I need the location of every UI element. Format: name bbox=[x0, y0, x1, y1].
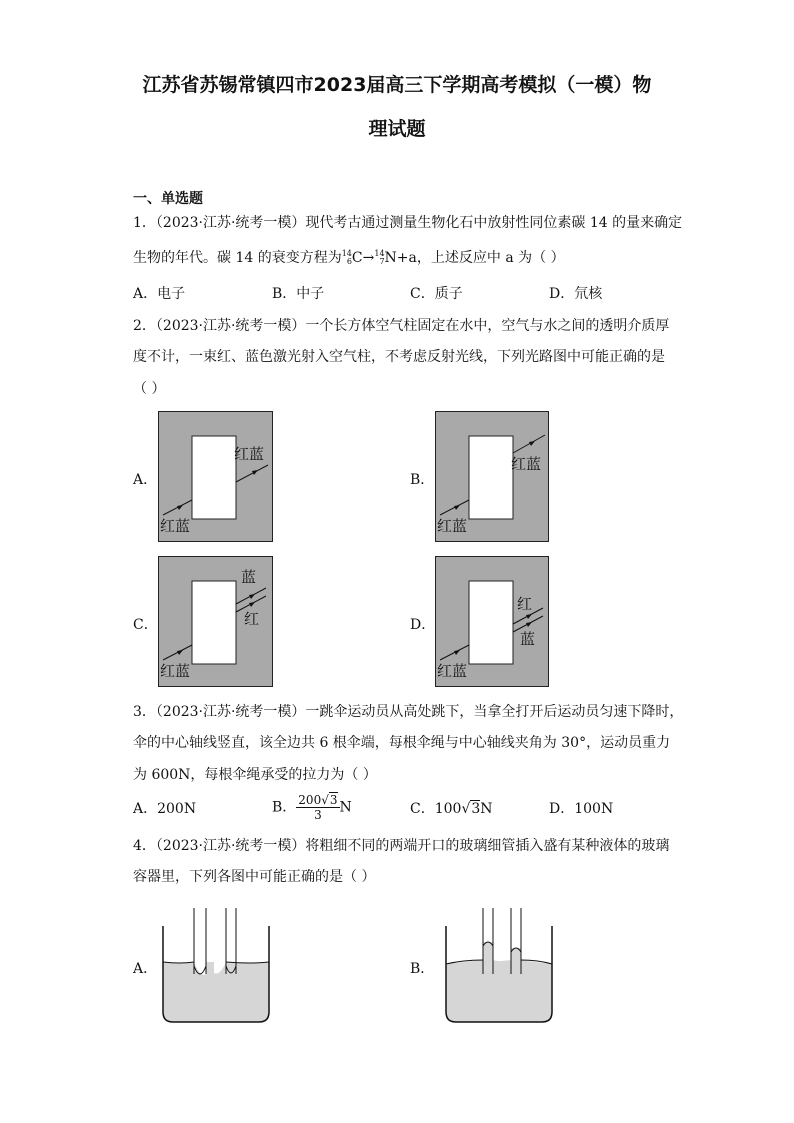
n-mass: 14 bbox=[374, 249, 385, 258]
label-red-blue-in: 红蓝 bbox=[437, 662, 468, 680]
q3-option-d[interactable]: D．100N bbox=[549, 801, 614, 817]
q3-line1: 3．（2023·江苏·统考一模）一跳伞运动员从高处跳下，当拿全打开后运动员匀速下降时， bbox=[133, 704, 684, 720]
q1-option-d[interactable]: D．氘核 bbox=[549, 286, 603, 302]
q3-option-c-unit: N bbox=[480, 801, 493, 817]
label-blue-out: 蓝 bbox=[520, 630, 536, 648]
q4-diagram-a bbox=[160, 906, 274, 1026]
q2-diagram-d bbox=[435, 556, 549, 687]
q3-option-c[interactable]: C．100√3N bbox=[410, 801, 493, 817]
label-red-blue-in: 红蓝 bbox=[160, 662, 191, 680]
fraction-numerator: 200 bbox=[298, 793, 322, 807]
n-z: 7 bbox=[379, 257, 385, 266]
q2-line1: 2．（2023·江苏·统考一模）一个长方体空气柱固定在水中，空气与水之间的透明介质厚 bbox=[133, 318, 670, 334]
q3-option-b-unit: N bbox=[339, 799, 352, 816]
section-heading: 一、单选题 bbox=[133, 191, 203, 207]
q1-option-a[interactable]: A．电子 bbox=[133, 286, 186, 302]
label-red-out: 红 bbox=[244, 610, 260, 628]
sqrt-radicand: 3 bbox=[329, 793, 338, 807]
c-symbol: C bbox=[351, 250, 363, 266]
q3-option-a[interactable]: A．200N bbox=[133, 801, 197, 817]
q2-line3: （ ） bbox=[133, 381, 166, 397]
q2-option-b-label[interactable]: B． bbox=[410, 472, 435, 488]
label-red-blue-in: 红蓝 bbox=[437, 517, 468, 535]
n-symbol: N+a bbox=[384, 250, 417, 266]
q1-line2-pre: 生物的年代。碳 14 的衰变方程为 bbox=[133, 250, 342, 266]
q2-option-a-label[interactable]: A． bbox=[133, 472, 158, 488]
q2-diagram-b bbox=[435, 411, 549, 542]
q4-option-a-label[interactable]: A． bbox=[133, 961, 158, 977]
sqrt-radicand: 3 bbox=[471, 801, 481, 817]
q3-option-b[interactable] bbox=[272, 793, 352, 822]
q4-diagram-b bbox=[443, 906, 557, 1026]
label-red-blue-out: 红蓝 bbox=[511, 455, 542, 473]
label-red-blue-out: 红蓝 bbox=[234, 445, 265, 463]
c-mass: 14 bbox=[341, 249, 352, 258]
q3-option-b-fraction: $\frac{200√3}{3}$ bbox=[298, 793, 338, 822]
q4-line2: 容器里，下列各图中可能正确的是（ ） bbox=[133, 869, 376, 885]
label-red-out: 红 bbox=[517, 595, 533, 613]
q1-option-b[interactable]: B．中子 bbox=[272, 286, 325, 302]
q1-option-c[interactable]: C．质子 bbox=[410, 286, 463, 302]
q2-line2: 度不计，一束红、蓝色激光射入空气柱，不考虑反射光线，下列光路图中可能正确的是 bbox=[133, 349, 665, 365]
q3-line3: 为 600N，每根伞绳承受的拉力为（ ） bbox=[133, 767, 377, 783]
page-title-line2: 理试题 bbox=[368, 118, 426, 140]
c-z: 6 bbox=[346, 257, 352, 266]
q3-line2: 伞的中心轴线竖直，该全边共 6 根伞端，每根伞绳与中心轴线夹角为 30°，运动员重力 bbox=[133, 735, 671, 751]
q1-line1: 1．（2023·江苏·统考一模）现代考古通过测量生物化石中放射性同位素碳 14 的量来确定 bbox=[133, 215, 683, 231]
q1-line2-post: ，上述反应中 a 为（ ） bbox=[416, 250, 565, 266]
q2-diagram-c bbox=[158, 556, 273, 687]
reaction-arrow: → bbox=[362, 250, 375, 266]
q3-option-b-label: B． bbox=[272, 799, 297, 816]
label-red-blue-in: 红蓝 bbox=[160, 517, 191, 535]
q4-option-b-label[interactable]: B． bbox=[410, 961, 435, 977]
q4-line1: 4．（2023·江苏·统考一模）将粗细不同的两端开口的玻璃细管插入盛有某种液体的玻璃 bbox=[133, 838, 670, 854]
label-blue-out: 蓝 bbox=[241, 568, 257, 586]
q2-diagram-a bbox=[158, 411, 273, 542]
page-title-line1: 江苏省苏锡常镇四市2023届高三下学期高考模拟（一模）物 bbox=[142, 74, 652, 96]
fraction-denominator: 3 bbox=[314, 808, 322, 822]
q1-line2 bbox=[133, 249, 565, 267]
q3-option-c-label: C．100 bbox=[410, 801, 462, 817]
q2-option-d-label[interactable]: D． bbox=[410, 617, 436, 633]
q2-option-c-label[interactable]: C． bbox=[133, 617, 158, 633]
